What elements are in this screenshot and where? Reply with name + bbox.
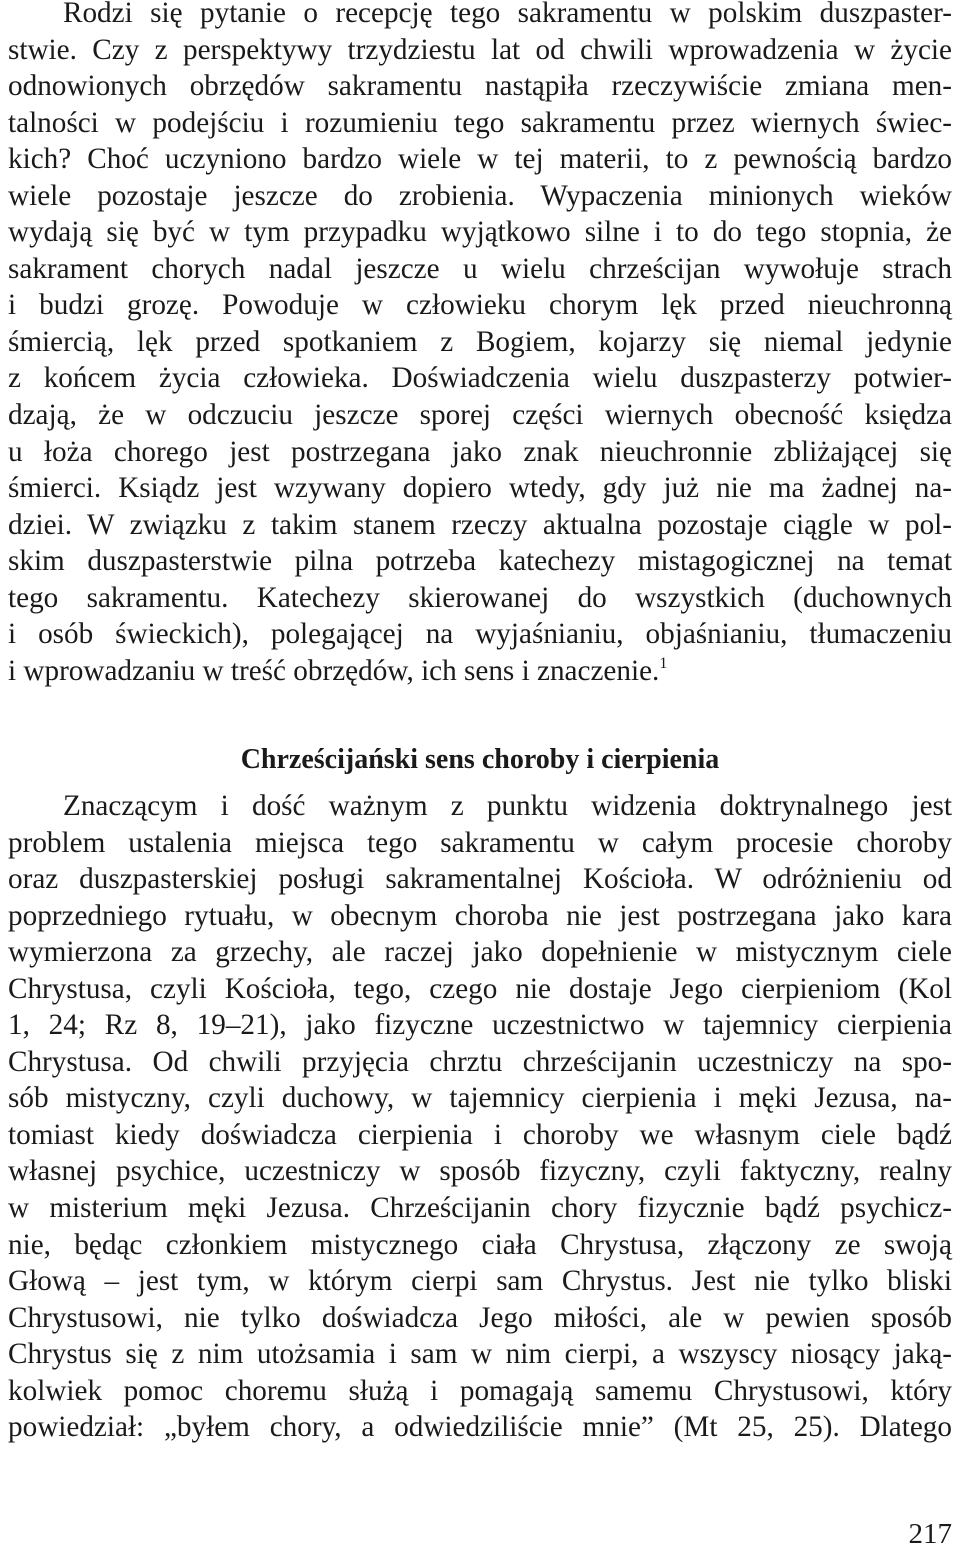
text-line-last — [8, 653, 952, 690]
text-line: skim duszpasterstwie pilna potrzeba katechezy mistagogicznej na temat — [8, 545, 952, 578]
paragraph-recepcja — [8, 0, 952, 689]
text-line: tomiast kiedy doświadcza cierpienia i choroby we własnym ciele bądź — [8, 1118, 952, 1151]
text-line: poprzedniego rytuału, w obecnym choroba nie jest postrzegana jako kara — [8, 899, 952, 932]
text-line: własnej psychice, uczestniczy w sposób fizyczny, czyli faktyczny, realny — [8, 1155, 952, 1188]
text-line: tego sakramentu. Katechezy skierowanej do wszystkich (duchownych — [8, 581, 952, 614]
page-number: 217 — [908, 1518, 952, 1550]
text-line: w misterium męki Jezusa. Chrześcijanin chory fizycznie bądź psychicz- — [8, 1192, 952, 1225]
footnote-reference: 1 — [659, 654, 668, 672]
text-line: talności w podejściu i rozumieniu tego sakramentu przez wiernych świec- — [8, 106, 952, 139]
text-line: powiedział: „byłem chory, a odwiedziliście mnie” (Mt 25, 25). Dlatego — [8, 1411, 952, 1444]
text-line: śmierci. Ksiądz jest wzywany dopiero wtedy, gdy już nie ma żadnej na- — [8, 472, 952, 505]
text-line: sakrament chorych nadal jeszcze u wielu chrześcijan wywołuje strach — [8, 252, 952, 285]
text-line: dzają, że w odczuciu jeszcze sporej części wiernych obecność księdza — [8, 399, 952, 432]
text-line: Chrystusa, czyli Kościoła, tego, czego nie dostaje Jego cierpieniom (Kol — [8, 972, 952, 1005]
text-line: wydają się być w tym przypadku wyjątkowo silne i to do tego stopnia, że — [8, 216, 952, 249]
text-line: nie, będąc członkiem mistycznego ciała Chrystusa, złączony ze swoją — [8, 1228, 952, 1261]
text-line: sób mistyczny, czyli duchowy, w tajemnicy cierpienia i męki Jezusa, na- — [8, 1082, 952, 1115]
paragraph-sens-choroby — [8, 788, 952, 1446]
text-line: wymierzona za grzechy, ale raczej jako dopełnienie w mistycznym ciele — [8, 936, 952, 969]
text-line: wiele pozostaje jeszcze do zrobienia. Wypaczenia minionych wieków — [8, 179, 952, 212]
text-line: oraz duszpasterskiej posługi sakramentalnej Kościoła. W odróżnieniu od — [8, 863, 952, 896]
text-line: Rodzi się pytanie o recepcję tego sakramentu w polskim duszpaster- — [63, 0, 952, 29]
text-line: problem ustalenia miejsca tego sakramentu w całym procesie choroby — [8, 826, 952, 859]
text-line: Głową – jest tym, w którym cierpi sam Chrystus. Jest nie tylko bliski — [8, 1265, 952, 1298]
text-line: odnowionych obrzędów sakramentu nastąpiła rzeczywiście zmiana men- — [8, 70, 952, 103]
text-line: kich? Choć uczyniono bardzo wiele w tej materii, to z pewnością bardzo — [8, 143, 952, 176]
text-line: i osób świeckich), polegającej na wyjaśnianiu, objaśnianiu, tłumaczeniu — [8, 618, 952, 651]
text-line: stwie. Czy z perspektywy trzydziestu lat od chwili wprowadzenia w życie — [8, 33, 952, 66]
text-line: kolwiek pomoc choremu służą i pomagają samemu Chrystusowi, który — [8, 1374, 952, 1407]
text-line: Znaczącym i dość ważnym z punktu widzenia doktrynalnego jest — [63, 790, 952, 822]
text-line: Chrystusowi, nie tylko doświadcza Jego miłości, ale w pewien sposób — [8, 1301, 952, 1334]
text-line: śmiercią, lęk przed spotkaniem z Bogiem, kojarzy się niemal jedynie — [8, 325, 952, 358]
text-line: 1, 24; Rz 8, 19–21), jako fizyczne uczestnictwo w tajemnicy cierpienia — [8, 1009, 952, 1042]
text-line: z końcem życia człowieka. Doświadczenia wielu duszpasterzy potwier- — [8, 362, 952, 395]
text-line: Chrystus się z nim utożsamia i sam w nim cierpi, a wszyscy niosący jaką- — [8, 1338, 952, 1371]
section-heading: Chrześcijański sens choroby i cierpienia — [240, 744, 720, 775]
text-line: dziei. W związku z takim stanem rzeczy aktualna pozostaje ciągle w pol- — [8, 508, 952, 541]
text-line-content: i wprowadzaniu w treść obrzędów, ich sens i znaczenie. — [8, 654, 660, 687]
text-line: u łoża chorego jest postrzegana jako znak nieuchronnie zbliżającej się — [8, 435, 952, 468]
text-line: Chrystusa. Od chwili przyjęcia chrztu chrześcijanin uczestniczy na spo- — [8, 1045, 952, 1078]
text-line: i budzi grozę. Powoduje w człowieku chorym lęk przed nieuchronną — [8, 289, 952, 322]
